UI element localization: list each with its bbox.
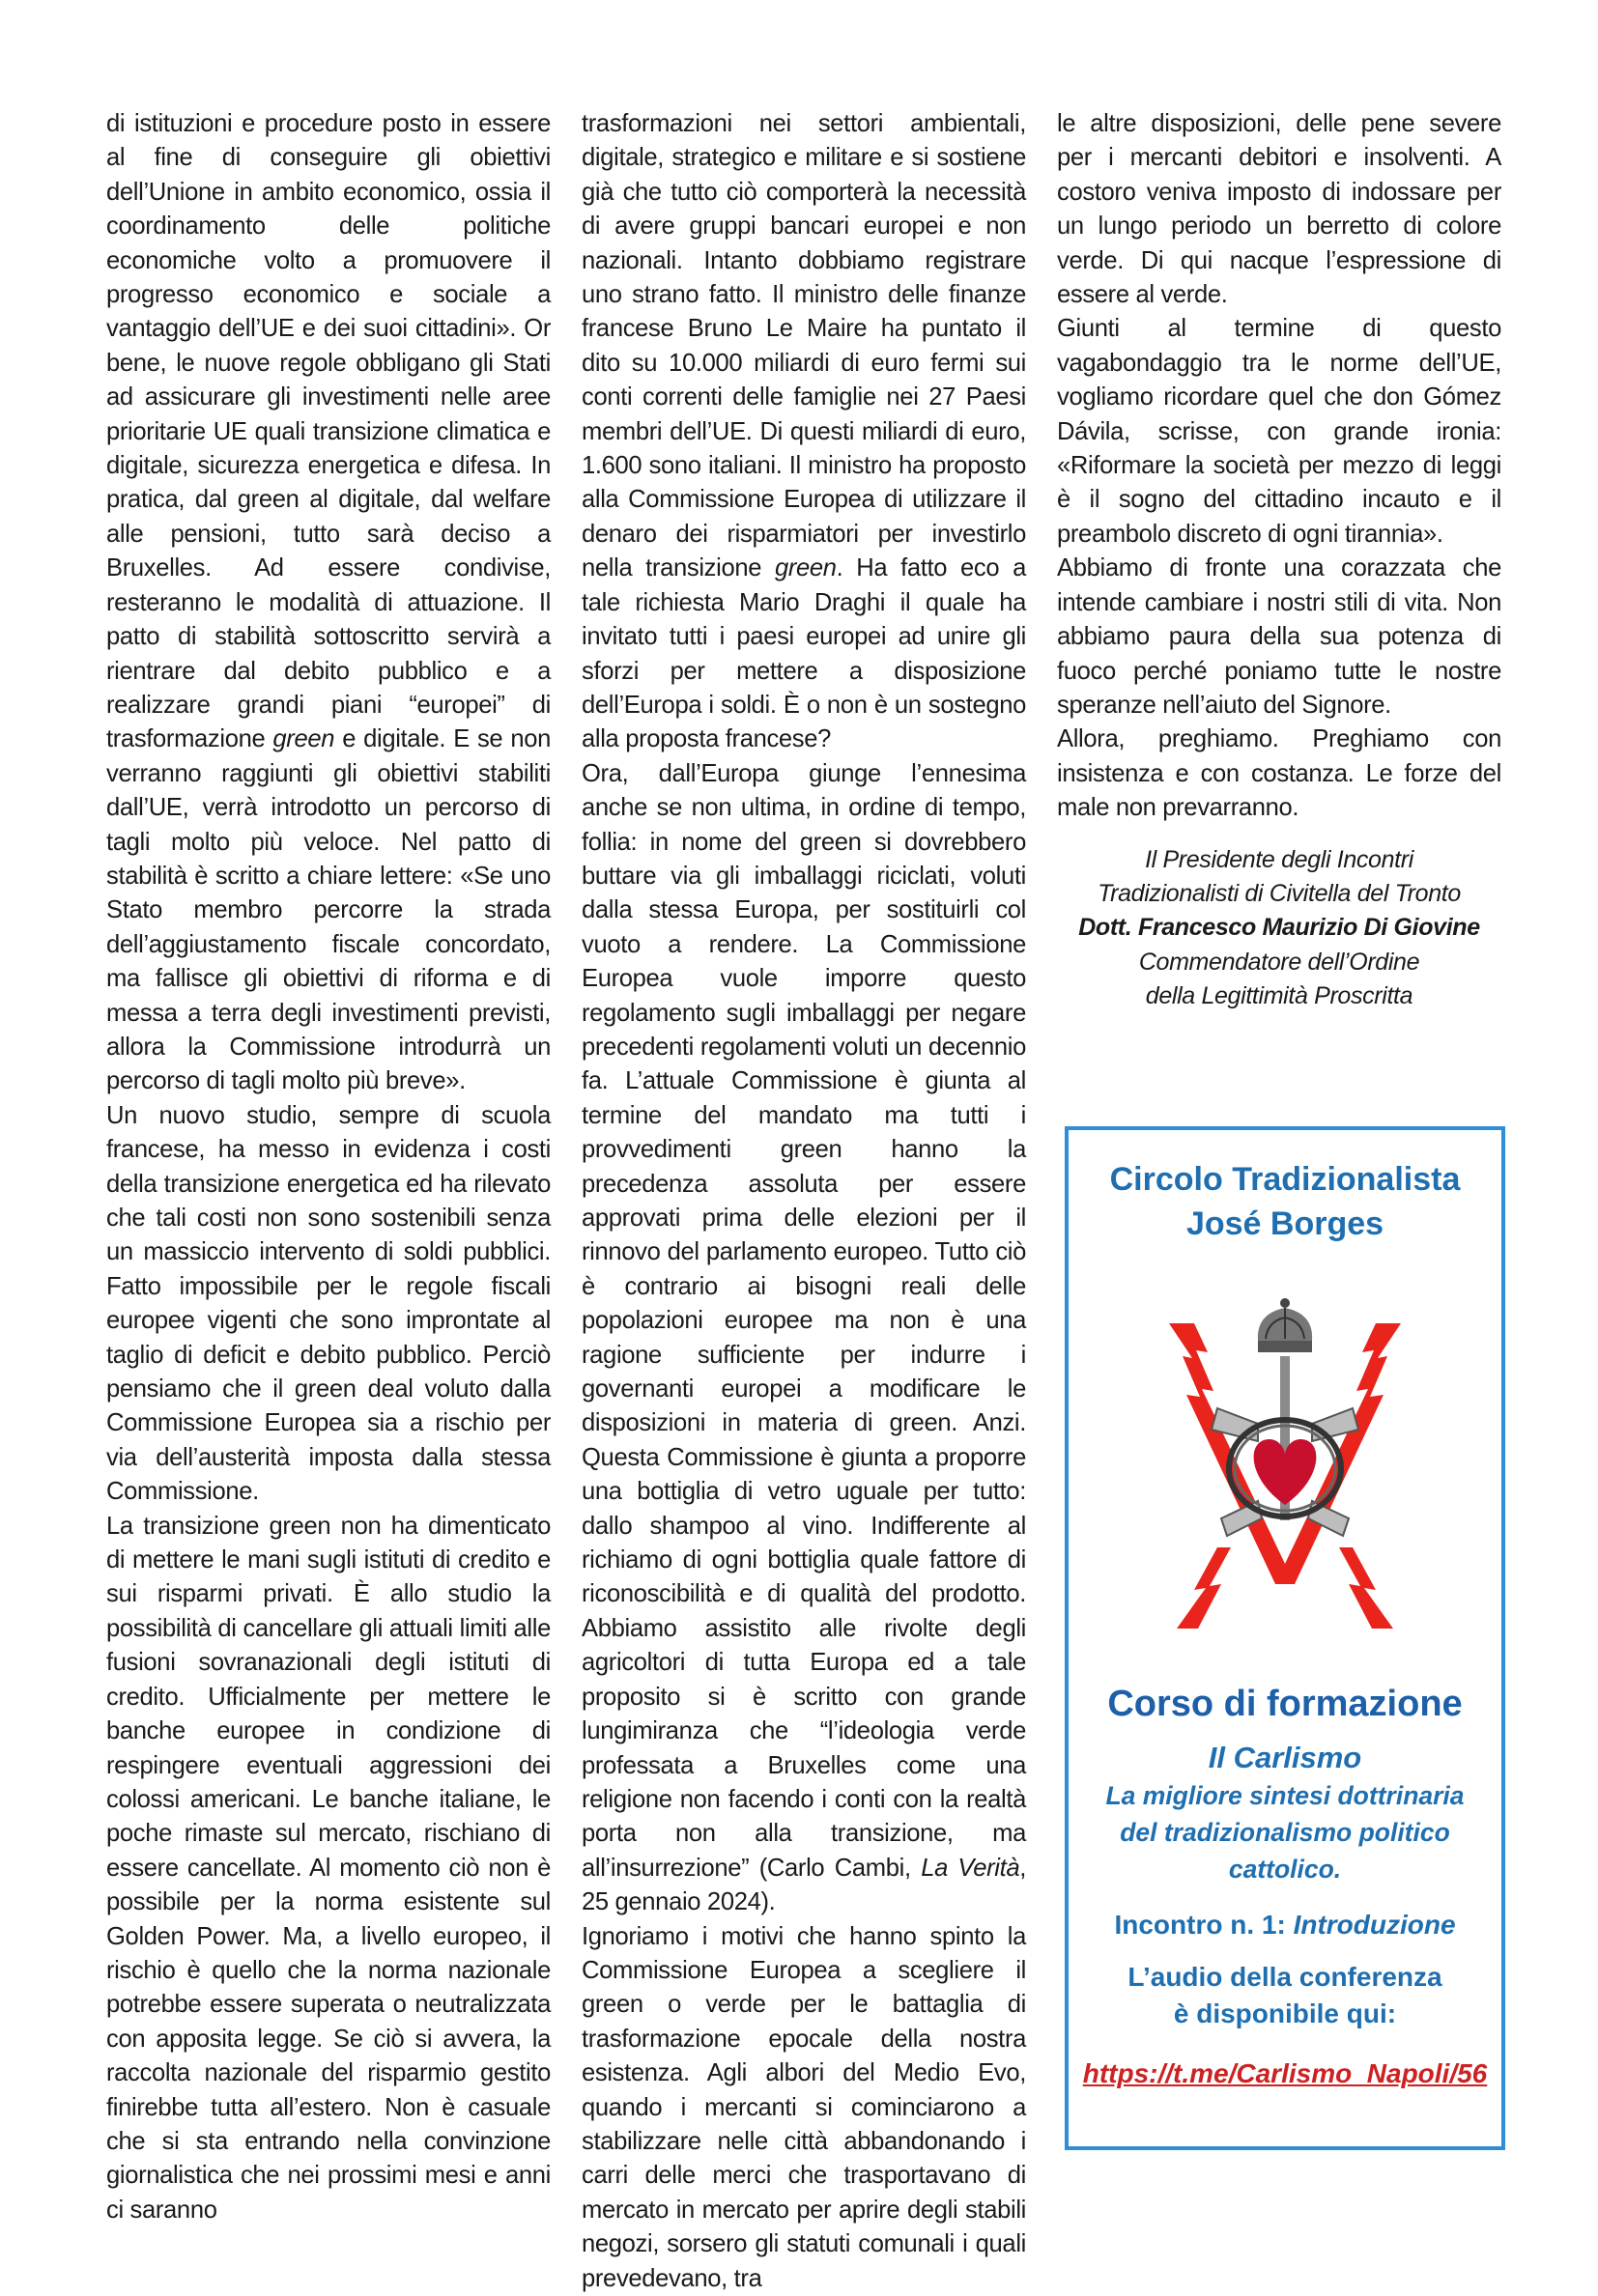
telegram-link[interactable]: https://t.me/Carlismo_Napoli/56 <box>1082 2058 1488 2088</box>
description-line: La migliore sintesi dottrinaria <box>1105 1781 1465 1810</box>
paragraph: Allora, preghiamo. Preghiamo con insistenza e con costanza. Le forze del male non prevarranno. <box>1057 725 1501 822</box>
author-name: Dott. Francesco Maurizio Di Giovine <box>1078 914 1480 942</box>
description-line: del tradizionalismo politico <box>1120 1818 1450 1847</box>
course-title: Corso di formazione <box>1107 1684 1463 1724</box>
carlist-emblem-icon <box>1150 1294 1420 1629</box>
audio-info <box>1069 1959 1501 2032</box>
signature-line: Commendatore dell’Ordine <box>1138 948 1420 976</box>
article-column-1 <box>106 107 551 2227</box>
paragraph: Ignoriamo i motivi che hanno spinto la Commissione Europea a scegliere il green o verde per le battaglia di trasformazione epocale della nostra esistenza. Agli albori del Medio Evo, quando i mercanti si cominciarono a stabilizzare nelle città abbandonando i carri delle merci che trasportavano di mercato in mercato per aprire degli stabili negozi, sorsero gli statuti comunali i quali prevedevano, tra <box>582 1922 1026 2292</box>
article-column-3 <box>1057 107 1501 1014</box>
meeting-info <box>1069 1907 1501 1943</box>
author-signature <box>1057 843 1501 1014</box>
signature-line: Il Presidente degli Incontri <box>1145 845 1413 873</box>
paragraph: le altre disposizioni, delle pene severe per i mercanti debitori e insolventi. A costoro veniva imposto di indossare per un lungo periodo un berretto di colore verde. Di qui nacque l’espressione di essere al verde. <box>1057 110 1501 309</box>
meeting-title: Introduzione <box>1293 1910 1456 1940</box>
description-line: cattolico. <box>1228 1855 1342 1884</box>
course-announcement-box <box>1065 1126 1505 2150</box>
paragraph: trasformazioni nei settori ambientali, digitale, strategico e militare e si sostiene già che tutto ciò comporterà la necessità di avere gruppi bancari europei e non nazionali. Intanto dobbiamo registrare uno strano fatto. Il ministro delle finanze francese Bruno Le Maire ha puntato il dito su 10.000 miliardi di euro fermi sui conti correnti delle famiglie nei 27 Paesi membri dell’UE. Di questi miliardi di euro, 1.600 sono italiani. Il ministro ha proposto alla Commissione Europea di utilizzare il denaro dei risparmiatori per investirlo nella transizione green. Ha fatto eco a tale richiesta Mario Draghi il quale ha invitato tutti i paesi europei ad unire gli sforzi per mettere a disposizione dell’Europa i soldi. È o non è un sostegno alla proposta francese? <box>582 110 1026 753</box>
course-subject: Il Carlismo <box>1208 1741 1362 1774</box>
paragraph: Ora, dall’Europa giunge l’ennesima anche se non ultima, in ordine di tempo, follia: in nome del green si dovrebbero buttare via gli imballaggi riciclati, voluti dalla stessa Europa, per sostituirli col vuoto a rendere. La Commissione Europea vuole imporre questo regolamento sugli imballaggi per negare precedenti regolamenti voluti un decennio fa. L’attuale Commissione è giunta al termine del mandato ma tutti i provvedimenti green hanno la precedenza assoluta per essere approvati prima delle elezioni per il rinnovo del parlamento europeo. Tutto ciò è contrario ai bisogni reali delle popolazioni europee ma non è una ragione sufficiente per indurre i governanti europei a modificare le disposizioni in materia di green. Anzi. Questa Commissione è giunta a proporre una bottiglia di vetro uguale per tutto: dallo shampoo al vino. Indifferente al richiamo di ogni bottiglia quale fattore di riconoscibilità e di qualità del prodotto. Abbiamo assistito alle rivolte degli agricoltori di tutta Europa ed a tale proposito si è scritto con grande lungimiranza che “l’ideologia verde professata a Bruxelles come una religione non facendo i conti con la realtà porta non alla transizione, ma all’insurrezione” (Carlo Cambi, La Verità, 25 gennaio 2024). <box>582 759 1026 1916</box>
paragraph: di istituzioni e procedure posto in essere al fine di conseguire gli obiettivi dell’Unione in ambito economico, ossia il coordinamento delle politiche economiche volto a promuovere il progresso economico e sociale a vantaggio dell’UE e dei suoi cittadini». Or bene, le nuove regole obbligano gli Stati ad assicurare gli investimenti nelle aree prioritarie UE quali transizione climatica e digitale, sicurezza energetica e difesa. In pratica, dal green al digitale, dal welfare alle pensioni, tutto sarà deciso a Bruxelles. Ad essere condivise, resteranno le modalità di attuazione. Il patto di stabilità sottoscritto servirà a rientrare dal debito pubblico e a realizzare grandi piani “europei” di trasformazione green e digitale. E se non verranno raggiunti gli obiettivi stabiliti dall’UE, verrà introdotto un percorso di tagli molto più veloce. Nel patto di stabilità è scritto a chiare lettere: «Se uno Stato membro percorre la strada dell’aggiustamento fiscale concordato, ma fallisce gli obiettivi di riforma e di messa a terra degli investimenti previsti, allora la Commissione introdurrà un percorso di tagli molto più breve». <box>106 110 551 1095</box>
course-description <box>1069 1777 1501 1887</box>
paragraph: Giunti al termine di questo vagabondaggio tra le norme dell’UE, vogliamo ricordare quel che don Gómez Dávila, scrisse, con grande ironia: «Riformare la società per mezzo di leggi è il sogno del cittadino incauto e il preambolo discreto di ogni tirannia». <box>1057 315 1501 548</box>
article-column-2 <box>582 107 1026 2296</box>
audio-line: L’audio della conferenza <box>1127 1962 1442 1992</box>
meeting-label: Incontro n. 1: <box>1114 1910 1286 1940</box>
circolo-title <box>1069 1157 1501 1246</box>
circolo-line: José Borges <box>1185 1205 1384 1242</box>
signature-line: Tradizionalisti di Civitella del Tronto <box>1098 879 1461 907</box>
audio-line: è disponibile qui: <box>1173 1998 1397 2028</box>
paragraph: Abbiamo di fronte una corazzata che intende cambiare i nostri stili di vita. Non abbiamo paura della sua potenza di fuoco perché poniamo tutte le nostre speranze nell’aiuto del Signore. <box>1057 554 1501 719</box>
circolo-line: Circolo Tradizionalista <box>1109 1161 1461 1198</box>
crown-icon <box>1258 1298 1312 1352</box>
signature-line: della Legittimità Proscritta <box>1145 982 1413 1010</box>
paragraph: La transizione green non ha dimenticato di mettere le mani sugli istituti di credito e sui risparmi privati. È allo studio la possibilità di cancellare gli attuali limiti alle fusioni sovranazionali degli istituti di credito. Ufficialmente per mettere le banche europee in condizione di respingere eventuali aggressioni dei colossi americani. Le banche italiane, le poche rimaste sul mercato, rischiano di essere cancellate. Al momento ciò non è possibile per la norma esistente sul Golden Power. Ma, a livello europeo, il rischio è quello che la norma nazionale potrebbe essere superata o neutralizzata con apposita legge. Se ciò si avvera, la raccolta nazionale del risparmio gestito finirebbe tutta all’estero. Non è casuale che si sta entrando nella convinzione giornalistica che nei prossimi mesi e anni ci saranno <box>106 1512 551 2224</box>
paragraph: Un nuovo studio, sempre di scuola francese, ha messo in evidenza i costi della transizione energetica ed ha rilevato che tali costi non sono sostenibili senza un massiccio intervento di soldi pubblici. Fatto impossibile per le regole fiscali europee vigenti che sono improntate al taglio di deficit e debito pubblico. Perciò pensiamo che il green deal voluto dalla Commissione Europea sia a rischio per via dell’austerità imposta dalla stessa Commissione. <box>106 1101 551 1506</box>
